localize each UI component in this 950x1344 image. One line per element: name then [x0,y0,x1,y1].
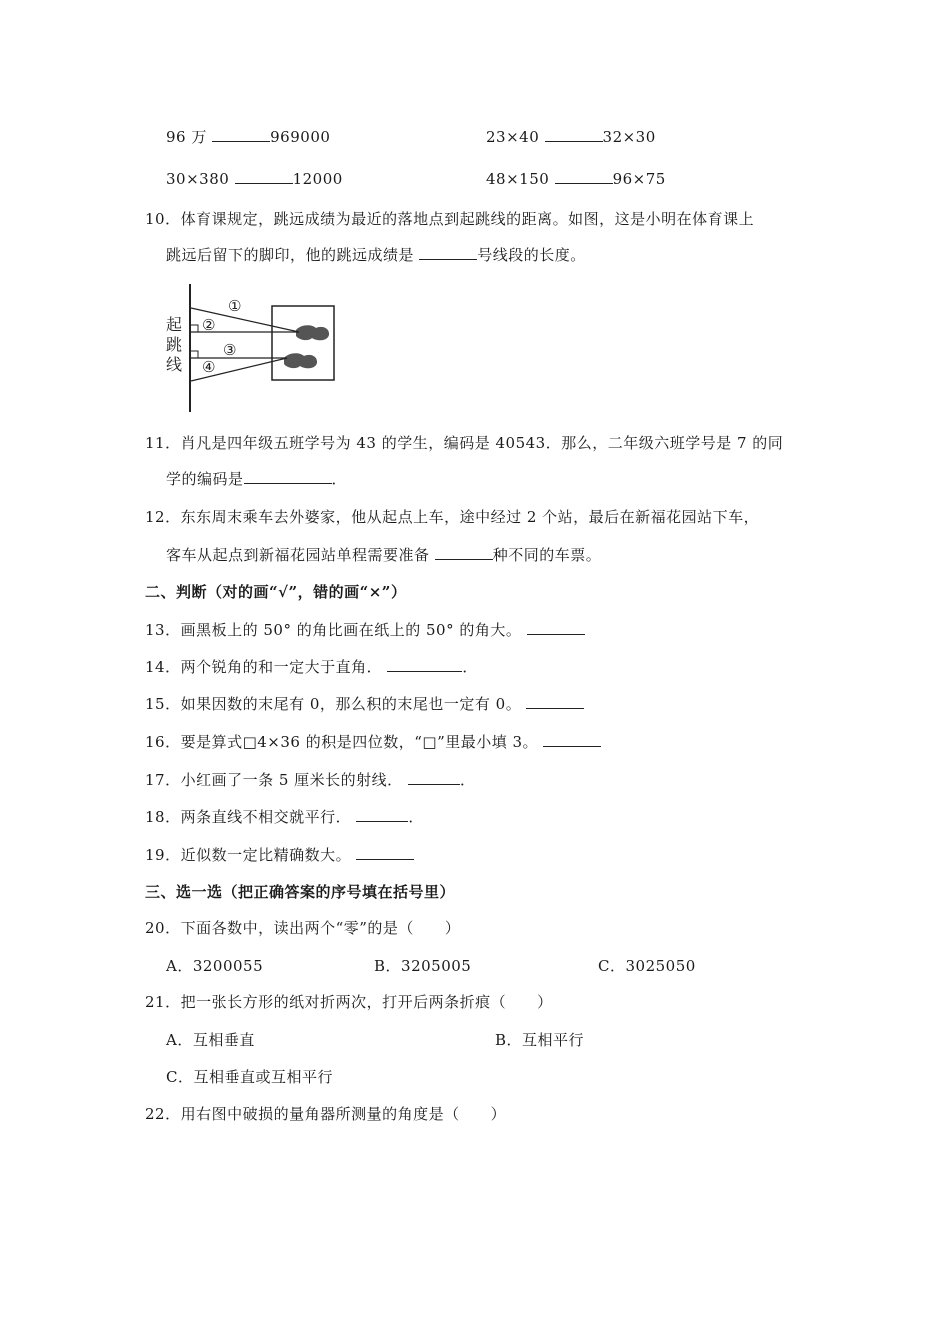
q16: 16．要是算式□4×36 的积是四位数，“□”里最小填 3。 [145,732,601,752]
q18: 18．两条直线不相交就平行． ． [145,808,424,826]
answer-blank[interactable] [543,732,601,747]
q21-option-c[interactable]: C．互相垂直或互相平行 [166,1068,333,1086]
q15: 15．如果因数的末尾有 0，那么积的末尾也一定有 0。 [145,694,584,714]
answer-blank[interactable] [526,694,584,709]
q19: 19．近似数一定比精确数大。 [145,845,414,865]
section-2-title: 二、判断（对的画“√”，错的画“×”） [145,583,407,601]
answer-blank[interactable] [356,845,414,860]
answer-blank[interactable] [419,245,477,260]
compare-row2-right: 48×150 96×75 [486,170,666,188]
q17: 17．小红画了一条 5 厘米长的射线． ． [145,771,476,789]
right-angle-mark-2 [191,325,198,332]
q13: 13．画黑板上的 50° 的角比画在纸上的 50° 的角大。 [145,620,585,640]
compare-row2-left: 30×380 12000 [166,170,343,188]
q10-line2: 跳远后留下的脚印，他的跳远成绩是 号线段的长度。 [166,246,586,264]
answer-blank[interactable] [435,545,493,560]
marker-3: ③ [223,341,237,359]
q20-option-c[interactable]: C．3025050 [598,957,696,975]
q12-line2: 客车从起点到新福花园站单程需要准备 种不同的车票。 [166,546,602,564]
answer-blank[interactable] [555,169,613,184]
q12-line1: 12．东东周末乘车去外婆家，他从起点上车，途中经过 2 个站，最后在新福花园站下车， [145,508,760,526]
answer-blank[interactable] [356,807,408,822]
marker-2: ② [202,316,216,334]
footprint-upper [296,325,329,340]
marker-1: ① [228,297,242,315]
q22: 22．用右图中破损的量角器所测量的角度是（ ） [145,1105,507,1123]
q11-line2: 学的编码是 ． [166,470,348,488]
q20-option-b[interactable]: B．3205005 [374,957,472,975]
answer-blank[interactable] [408,770,460,785]
q10-line1: 10．体育课规定，跳远成绩为最近的落地点到起跳线的距离。如图，这是小明在体育课上 [145,210,755,228]
q21-option-b[interactable]: B．互相平行 [495,1031,585,1049]
answer-blank[interactable] [212,127,270,142]
q14: 14．两个锐角的和一定大于直角． ． [145,658,478,676]
compare-row1-left: 96 万 969000 [166,128,331,146]
q21: 21．把一张长方形的纸对折两次，打开后两条折痕（ ） [145,993,553,1011]
takeoff-label-char-2: 跳 [166,335,183,354]
takeoff-label-char-1: 起 [166,315,183,334]
answer-blank[interactable] [527,620,585,635]
long-jump-figure [160,280,340,416]
answer-blank[interactable] [244,469,332,484]
q21-option-a[interactable]: A．互相垂直 [166,1031,255,1049]
landing-box [272,306,334,380]
section-3-title: 三、选一选（把正确答案的序号填在括号里） [145,883,456,901]
takeoff-label-char-3: 线 [166,355,183,374]
answer-blank[interactable] [235,169,293,184]
right-angle-mark-3 [191,351,198,358]
compare-row1-right: 23×40 32×30 [486,128,656,146]
q20-option-a[interactable]: A．3200055 [166,957,264,975]
answer-blank[interactable] [387,657,462,672]
answer-blank[interactable] [545,127,603,142]
q11-line1: 11．肖凡是四年级五班学号为 43 的学生，编码是 40543．那么，二年级六班学号是 7 的同 [145,434,784,452]
footprint-lower [284,353,317,368]
q20: 20．下面各数中，读出两个“零”的是（ ） [145,919,461,937]
marker-4: ④ [202,358,216,376]
